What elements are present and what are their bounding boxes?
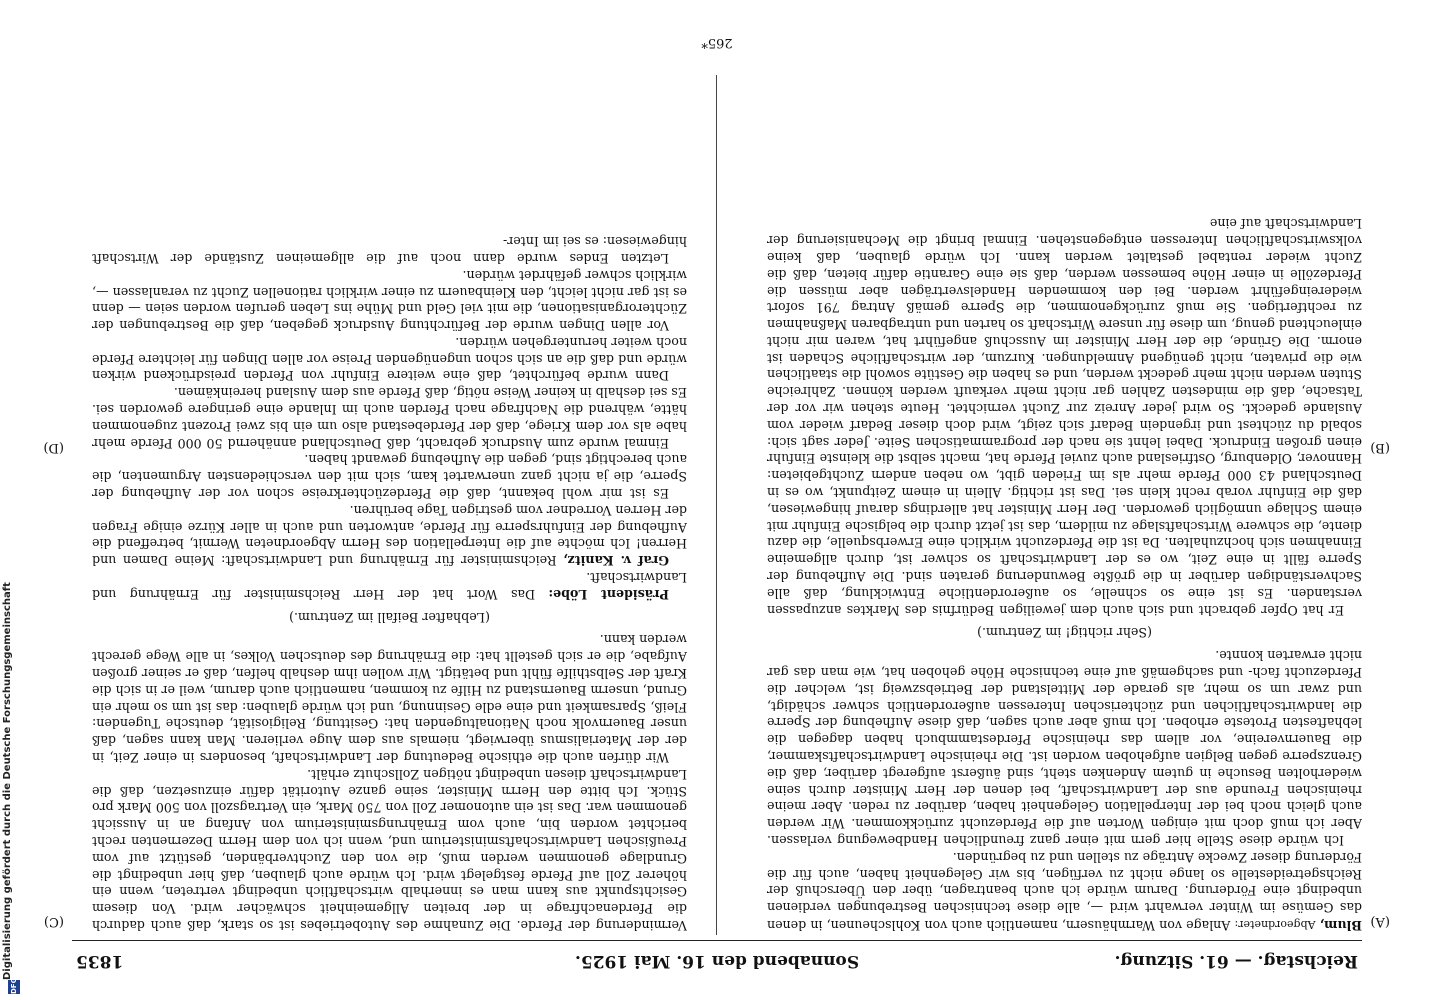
column-divider xyxy=(716,75,717,935)
margin-marker-c: (C) xyxy=(43,914,64,929)
paragraph: Das Wort hat der Herr Reichsminister für Ernährung und Landwirtschaft. xyxy=(92,570,687,602)
paragraph: Dann wurde befürchtet, daß eine weitere Einfuhr von Pferden preisdrückend wirken würde und daß die an sich schon ungenügenden Preise vor allen Dingen für leichtere Pferde noch weiter heruntergehen würden. xyxy=(92,334,687,384)
left-column xyxy=(767,73,1362,933)
paragraph: Einmal wurde zum Ausdruck gebracht, daß Deutschland annähernd 50 000 Pferde mehr habe als vor dem Kriege, daß der Pferdebestand also um ein bis zwei Prozent zugenommen hätte, während die Nachfrage nach Pferden auch im Inlande eine geringere geworden sei. Es sei deshalb in keiner Weise nötig, daß Pferde aus dem Ausland hereinkämen. xyxy=(92,385,687,451)
speaker-role: Abgeordneter: xyxy=(1234,918,1316,931)
speaker-role: Reichsminister für Ernährung und Landwirtschaft: xyxy=(221,553,557,569)
header-date: Sonnabend den 16. Mai 1925. xyxy=(574,951,860,971)
paragraph: Wir dürfen auch die ethische Bedeutung der Landwirtschaft, besonders in einer Zeit, in der der Materialismus überwiegt, niemals aus dem Auge verlieren. Man kann sagen, daß unser Bauernvolk noch Nationaltugenden hat: Gesittung, Religiosität, deutsche Tugenden: Fleiß, Sparsamkeit und eine edle Gesinnung, und ich würde glauben: das ist um so mehr ein Grund, unserm Bauernstand zu Hilfe zu kommen, namentlich auch darum, weil er in sich die Kraft der Selbsthilfe fühlt und betätigt. Wir wollen ihm deshalb helfen, daß er seiner großen Aufgabe, die er sich gestellt hat: die Ernährung des deutschen Volkes, in alle Wege gerecht werden kann. xyxy=(92,632,687,766)
header-session: Reichstag. — 61. Sitzung. xyxy=(1114,951,1358,971)
page-number: 1835 xyxy=(76,951,124,971)
speaker-name: Graf v. Kanitz, xyxy=(563,553,669,569)
speech-president xyxy=(92,568,687,602)
document-page xyxy=(43,15,1390,975)
paragraph: Verminderung der Pferde. Die Zunahme des Autobetriebes ist so stark, daß auch dadurch die Pferdenachfrage in der breiten Allgemeinheit schwächer wird. Von diesem Gesichtspunkt aus kann man es innerhalb wirtschaftlich unbedingt vertreten, wenn ein höherer Zoll auf Pferde festgelegt wird. Ich würde auch glauben, daß hier unbedingt die Grundlage genommen werden muß, die von den Zuchtverbänden, gestützt auf vom Preußischen Landwirtschaftsministerium und, wenn ich von dem Herrn Dezernenten recht berichtet worden bin, auch vom Ernährungsministerium von Anfang an in Aussicht genommen war. Das ist ein autonomer Zoll von 750 Mark, ein Vertragszoll von 500 Mark pro Stück. Ich bitte den Herrn Minister, seine ganze Autorität dafür einzusetzen, daß die Landwirtschaft diesen unbedingt nötigen Zollschutz erhält. xyxy=(92,766,687,933)
reaction: (Lebhafter Beifall im Zentrum.) xyxy=(289,609,490,625)
paragraph: Anlage von Warmhäusern, namentlich auch von Kohlscheunen, in denen das Gemüse im Winter verwahrt wird —, alle diese technischen Bestrebungen verdienen unbedingt eine Förderung. Darum würde ich auch beantragen, über den Überschuß der Reichsgetreidestelle so lange nicht zu verfügen, bis wir Gelegenheit haben, auch für die Förderung dieser Zwecke Anträge zu stellen und zu begründen. xyxy=(767,849,1362,933)
paragraph: Es ist mir wohl bekannt, daß die Pferdezüchterkreise schon vor der Aufhebung der Sperre, die ja nicht ganz unerwartet kam, sich mit den verschiedensten Argumenten, die auch berechtigt sind, gegen die Aufhebung gewandt haben. xyxy=(92,452,687,502)
right-column xyxy=(92,73,687,933)
paragraph: Ich würde diese Stelle hier gern mit einer ganz freundlichen Handbewegung verlassen. Aber ich muß doch mit einigen Worten auf die Pferdezucht zurückkommen. Wir werden auch gleich noch bei der Interpellation Gelegenheit haben, darüber zu reden. Aber meine rheinischen Freunde aus der Landwirtschaft, bei denen der Herr Minister durch seine wiederholten Besuche in gutem Andenken steht, sind äußerst aufgeregt darüber, daß die Grenzsperre gegen Belgien aufgehoben worden ist. Die rheinische Landwirtschaftskammer, die Bauernvereine, vor allem das rheinische Pferdestammbuch haben dagegen die lebhaftesten Proteste erhoben. Ich muß aber auch sagen, daß diese Aufhebung der Sperre die landwirtschaftlichen und züchterischen Interessen außerordentlich schwer schädigt, und zwar um so mehr, als gerade der Mittelstand der Betriebszweig ist, welcher die Pferdezucht fach- und sachgemäß auf eine technische Höhe gehoben hat, wie man das gar nicht erwarten konnte. xyxy=(767,648,1362,849)
margin-marker-d: (D) xyxy=(43,440,64,455)
page-header xyxy=(72,940,1362,975)
speaker-name: Präsident Löbe: xyxy=(548,586,669,602)
speaker-name: Blum, xyxy=(1319,918,1362,933)
speech-kanitz xyxy=(92,501,687,568)
paragraph: Meine Damen und Herren! Ich möchte auf die Interpellation des Herrn Abgeordneten Wermit, betreffend die Aufhebung der Einfuhrsperre für Pferde, antworten und auch in aller Kürze einige Fragen der Herren Vorredner vom gestrigen Tage berühren. xyxy=(92,502,687,569)
paragraph: Er hat Opfer gebracht und sich auch dem jeweiligen Bedürfnis des Marktes anzupassen verstanden. Es ist eine so schnelle, so außerordentliche Entwicklung, daß alle Sachverständigen darüber in die größte Bewunderung geraten sind. Die Aufhebung der Sperre fällt in eine Zeit, wo es der Landwirtschaft so schwer ist, durch allgemeine Einnahmen sich hochzuhalten. Da ist die Pferdezucht wirklich eine Erwerbsquelle, die dazu diente, die schwere Wirtschaftslage zu mildern, das ist jetzt durch die belgische Einfuhr mit einem Schlage unmöglich geworden. Der Herr Minister hat allerdings darauf hingewiesen, daß die Einfuhr vorab recht klein sei. Das ist richtig. Allein in einem Zeitpunkt, wo es in Deutschland 43 000 Pferde mehr als im Frieden gibt, wo neben andern Zuchtgebieten: Hannover, Oldenburg, Ostfriesland auch zuviel Pferde hat, macht selbst die kleinste Einfuhr einen großen Eindruck. Dabei lehnt sie nach der programmatischen Seite. Jeder sagt sich: sobald du züchtest und irgendein Bedarf sich zeigt, wird doch dieser Bedarf wieder vom Auslande gedeckt. So wird jeder Anreiz zur Zucht vernichtet. Heute stehen wir vor der Tatsache, daß die mindesten Zahlen gar nicht mehr verkauft werden können. Zahlreiche Stuten werden nicht mehr gedeckt werden, und es haben die Gestüte sowohl die staatlichen wie die privaten, nicht genügend Anmeldungen. Kurzum, der wirtschaftliche Schaden ist enorm. Die Gründe, die der Herr Minister im Ausschuß angeführt hat, waren mir nicht einleuchtend genug, um diese für unsere Wirtschaft so harten und untragbaren Maßnahmen zu rechtfertigen. Sie muß zurückgenommen, die Sperre gemäß Antrag 791 sofort wiedereingeführt werden. Bei den kommenden Handelsverträgen aber müssen die Pferdezölle in einer Höhe bemessen werden, daß sie eine Garantie dafür bieten, daß die Zucht wieder rentabel gestaltet werden kann. Ich würde glauben, daß keine volkswirtschaftlichen Interessen entgegenstehen. Einmal bringt die Mechanisierung der Landwirtschaft auf eine xyxy=(767,216,1362,618)
speech-blum xyxy=(767,848,1362,933)
margin-marker-a: (A) xyxy=(1370,914,1390,929)
paragraph: Letzten Endes wurde dann noch auf die allgemeinen Zustände der Wirtschaft hingewiesen: es sei im Inter- xyxy=(92,234,687,266)
margin-marker-b: (B) xyxy=(1370,440,1390,455)
dfg-logo: DFG xyxy=(10,977,18,994)
credit-text: Digitalisierung gefördert durch die Deutsche Forschungsgemeinschaft xyxy=(2,582,13,980)
paragraph: Vor allen Dingen wurde der Befürchtung Ausdruck gegeben, daß die Bestrebungen der Züchterorganisationen, die mit viel Geld und Mühe ins Leben gerufen worden seien — denn es ist gar nicht leicht, den Kleinbauern zu einer wirklich rationellen Zucht zu veranlassen —, wirklich schwer gefährdet würden. xyxy=(92,267,687,334)
page-signature: 265* xyxy=(701,35,733,50)
reaction: (Sehr richtig! im Zentrum.) xyxy=(977,625,1152,641)
